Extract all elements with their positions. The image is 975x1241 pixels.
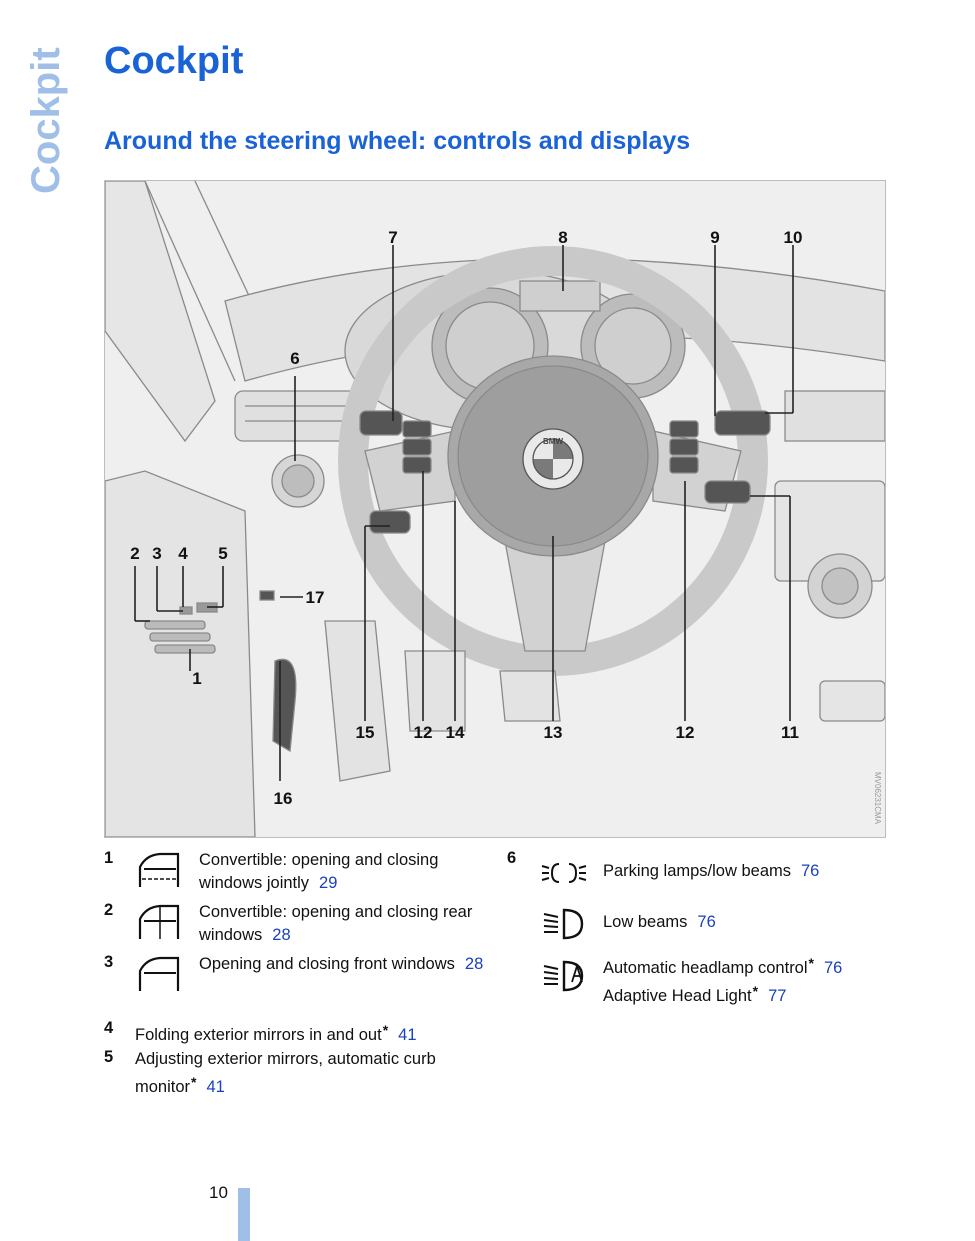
callout-8: 8 xyxy=(558,228,568,247)
callout-13: 13 xyxy=(543,723,563,742)
optional-star: * xyxy=(752,983,759,999)
callout-15: 15 xyxy=(355,723,375,742)
window-switch-front-icon xyxy=(136,955,182,995)
callout-10: 10 xyxy=(783,228,803,247)
legend-num-4: 4 xyxy=(104,1019,114,1037)
legend-text-1: Convertible: opening and closing windows jointly xyxy=(199,851,439,892)
page-link-77[interactable]: 77 xyxy=(768,987,787,1005)
legend-text-2: Convertible: opening and closing rear windows xyxy=(199,903,473,944)
callout-9: 9 xyxy=(710,228,720,247)
callout-16: 16 xyxy=(273,789,293,808)
callout-12-right: 12 xyxy=(675,723,695,742)
low-beams-icon xyxy=(540,906,588,942)
legend-text-6d: Adaptive Head Light xyxy=(603,987,752,1005)
callout-7: 7 xyxy=(388,228,398,247)
window-switch-rear-icon xyxy=(136,903,182,943)
legend-item-2 xyxy=(199,901,489,947)
figure-code: MV06231CMA xyxy=(873,772,882,825)
legend-text-6b: Low beams xyxy=(603,913,688,931)
legend-num-5: 5 xyxy=(104,1048,114,1066)
page-link-76-b[interactable]: 76 xyxy=(697,913,716,931)
optional-star: * xyxy=(191,1074,197,1090)
legend-item-4 xyxy=(135,1019,495,1047)
legend-item-6c xyxy=(603,952,903,1008)
legend-num-6: 6 xyxy=(507,849,517,867)
page-title: Cockpit xyxy=(104,40,244,82)
legend-text-4: Folding exterior mirrors in and out xyxy=(135,1026,382,1044)
page-link-28-b[interactable]: 28 xyxy=(464,955,484,973)
legend-item-5 xyxy=(135,1048,485,1099)
page-link-41-a[interactable]: 41 xyxy=(398,1026,417,1044)
optional-star: * xyxy=(382,1022,389,1038)
parking-lamps-icon xyxy=(540,858,588,888)
callout-11: 11 xyxy=(781,723,799,742)
window-switch-both-icon xyxy=(136,851,182,891)
legend-item-6a xyxy=(603,860,903,883)
page-link-41-b[interactable]: 41 xyxy=(206,1078,225,1096)
automatic-headlamp-icon xyxy=(540,956,590,996)
optional-star: * xyxy=(808,955,814,971)
side-chapter-tab xyxy=(22,48,70,194)
callout-17: 17 xyxy=(305,588,325,607)
callout-3: 3 xyxy=(152,544,162,563)
legend-item-3 xyxy=(199,953,489,976)
page-marker-bar xyxy=(238,1188,250,1241)
page-link-76-c[interactable]: 76 xyxy=(823,959,843,977)
callout-12-left: 12 xyxy=(413,723,433,742)
legend-text-3: Opening and closing front windows xyxy=(199,955,455,973)
page-link-76-a[interactable]: 76 xyxy=(801,862,820,880)
callout-4: 4 xyxy=(178,544,188,563)
legend-item-1 xyxy=(199,849,489,895)
page-number: 10 xyxy=(209,1183,228,1202)
bmw-badge-text: BMW xyxy=(543,437,563,446)
callout-6: 6 xyxy=(290,349,300,368)
legend-num-2: 2 xyxy=(104,901,114,919)
callout-14: 14 xyxy=(445,723,465,742)
page-link-28-a[interactable]: 28 xyxy=(272,926,291,944)
callout-1: 1 xyxy=(192,669,202,688)
legend-text-5: Adjusting exterior mirrors, automatic curb monitor xyxy=(135,1050,436,1096)
legend-text-6a: Parking lamps/low beams xyxy=(603,862,791,880)
page-link-29[interactable]: 29 xyxy=(319,874,338,892)
legend-num-1: 1 xyxy=(104,849,114,867)
side-tab-label: Cockpit xyxy=(24,47,68,194)
legend-text-6c: Automatic headlamp control xyxy=(603,959,808,977)
cockpit-illustration xyxy=(104,180,886,838)
legend-item-6b xyxy=(603,911,903,934)
section-title: Around the steering wheel: controls and displays xyxy=(104,127,691,155)
callout-2: 2 xyxy=(130,544,140,563)
legend-num-3: 3 xyxy=(104,953,114,971)
callout-5: 5 xyxy=(218,544,228,563)
cockpit-drawing xyxy=(105,181,885,837)
